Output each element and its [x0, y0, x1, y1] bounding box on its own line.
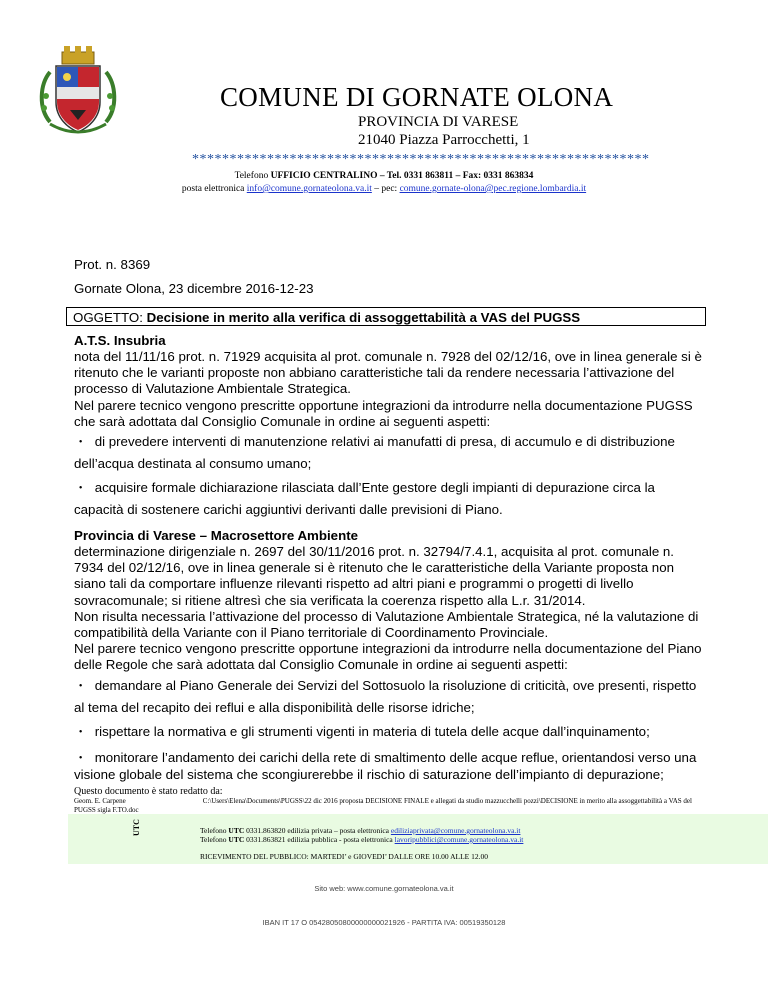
subject-label: OGGETTO: [73, 310, 147, 325]
address-label: 21040 Piazza Parrocchetti, 1 [358, 132, 530, 148]
utc-telefono: Telefono [200, 835, 229, 844]
list-item-text: acquisire formale dichiarazione rilasciata dall’Ente gestore degli impianti di depurazione circa la capacità di sostenere carichi aggiuntivi derivanti dalle previsioni di Piano. [74, 480, 655, 518]
list-item [74, 749, 704, 783]
footer-document-path [74, 797, 714, 814]
utc-reception-hours: RICEVIMENTO DEL PUBBLICO: MARTEDI’ e GIOVEDI’ DALLE ORE 10.00 ALLE 12.00 [200, 852, 488, 861]
bullet-icon: ・ [74, 723, 88, 739]
pec-link[interactable]: comune.gornate-olona@pec.regione.lombardia.it [399, 184, 587, 194]
utc-email-privata[interactable]: ediliziaprivata@comune.gornateolona.va.it [390, 826, 521, 835]
provincia-heading: Provincia di Varese – Macrosettore Ambiente [74, 528, 359, 543]
bullet-icon: ・ [74, 480, 88, 496]
utc-bold: UTC [228, 835, 245, 844]
posta-label: posta elettronica [181, 184, 247, 194]
utc-vertical-label: UTC [132, 819, 141, 836]
centralino-info: UFFICIO CENTRALINO – Tel. 0331 863811 – Fax: 0331 863834 [270, 171, 534, 181]
bullet-icon: ・ [74, 749, 88, 765]
list-item-text: di prevedere interventi di manutenzione relativi ai manufatti di presa, di accumulo e di distribuzione dell’acqua destinata al consumo umano; [74, 434, 675, 472]
footer-author: Geom. E. Carpene [74, 797, 126, 805]
ats-section [74, 349, 704, 521]
utc-line2-text: 0331.863821 edilizia pubblica - posta elettronica [244, 835, 395, 844]
telephone-line [0, 171, 768, 181]
provincia-section [74, 544, 704, 783]
email-link[interactable]: info@comune.gornateolona.va.it [246, 184, 372, 194]
bullet-icon: ・ [74, 434, 88, 450]
page-title: COMUNE DI GORNATE OLONA [220, 82, 614, 112]
stars-divider: ************************************************************* [192, 152, 650, 167]
utc-line-1 [200, 826, 520, 835]
place-date: Gornate Olona, 23 dicembre 2016-12-23 [74, 281, 314, 296]
iban-line: IBAN IT 17 O 05428050800000000021926 - PARTITA IVA: 00519350128 [262, 918, 506, 927]
list-item-text: monitorare l’andamento dei carichi della rete di smaltimento delle acque reflue, orientandosi verso una visione globale del sistema che scongiurerebbe il rischio di saturazione dell’impianto di depurazione; [74, 749, 697, 782]
bullet-icon: ・ [74, 677, 88, 693]
email-line [0, 184, 768, 194]
list-item [74, 477, 704, 521]
website-line: Sito web: www.comune.gornateolona.va.it [314, 884, 454, 893]
provincia-paragraph: Non risulta necessaria l’attivazione del processo di Valutazione Ambientale Strategica, né la valutazione di compatibilità della Variante con il Piano territoriale di Coordinamento Provinciale. [74, 608, 699, 641]
utc-line1-text: 0331.863820 edilizia privata – posta elettronica [244, 826, 391, 835]
ats-paragraph: Nel parere tecnico vengono prescritte opportune integrazioni da introdurre nella documentazione PUGSS che sarà adottata dal Consiglio Comunale in ordine ai seguenti aspetti: [74, 397, 693, 429]
ats-paragraph: nota del 11/11/16 prot. n. 71929 acquisita al prot. comunale n. 7928 del 02/12/16, ove in linea generale si è ritenuto che le varianti proposte non abbiano caratteristiche tali da rendere necessaria l’attivazione del processo di Valutazione Ambientale Strategica. [74, 349, 702, 397]
utc-line-2 [200, 835, 523, 844]
list-item [74, 431, 704, 475]
utc-email-pubblica[interactable]: lavoripubblici@comune.gornateolona.va.it [394, 835, 524, 844]
protocol-number: Prot. n. 8369 [74, 257, 151, 272]
footer-path-text: C:\Users\Elena\Documents\PUGSS\22 dic 2016 proposta DECISIONE FINALE e allegati da studio mazzucchelli pozzi\DECISIONE in merito alla assoggettabilità a VAS del PUGSS sigla F.TO.doc [74, 797, 692, 814]
municipal-crest-icon [36, 44, 120, 140]
footer-note: Questo documento è stato redatto da: [74, 786, 223, 797]
provincia-paragraph: determinazione dirigenziale n. 2697 del 30/11/2016 prot. n. 32794/7.4.1, acquisita al prot. comunale n. 7934 del 02/12/16, ove in linea generale si è ritenuto che le caratteristiche della Variante proposta non siano tali da comportare influenze rilevanti rispetto ad altri piani e programmi o progetti di livello sovracomunale; si ritiene altresì che sia verificata la coerenza rispetto alla L.r. 31/2014. [74, 544, 674, 608]
subject-box [66, 307, 706, 326]
subject-text: Decisione in merito alla verifica di assoggettabilità a VAS del PUGSS [146, 310, 581, 325]
ats-heading: A.T.S. Insubria [74, 333, 166, 348]
utc-bold: UTC [228, 826, 245, 835]
list-item [74, 675, 704, 719]
telefono-label: Telefono [234, 171, 271, 181]
list-item [74, 721, 704, 743]
list-item-text: rispettare la normativa e gli strumenti vigenti in materia di tutela delle acque dall’inquinamento; [94, 723, 650, 739]
utc-telefono: Telefono [200, 826, 229, 835]
list-item-text: demandare al Piano Generale dei Servizi del Sottosuolo la risoluzione di criticità, ove presenti, rispetto al tema del recapito dei reflui e alla disponibilità delle risorse idriche; [74, 677, 697, 715]
province-label: PROVINCIA DI VARESE [358, 114, 519, 130]
provincia-paragraph: Nel parere tecnico vengono prescritte opportune integrazioni da introdurre nella documentazione del Piano delle Regole che sarà adottata dal Consiglio Comunale in ordine ai seguenti aspetti: [74, 641, 702, 673]
pec-label: – pec: [371, 184, 400, 194]
